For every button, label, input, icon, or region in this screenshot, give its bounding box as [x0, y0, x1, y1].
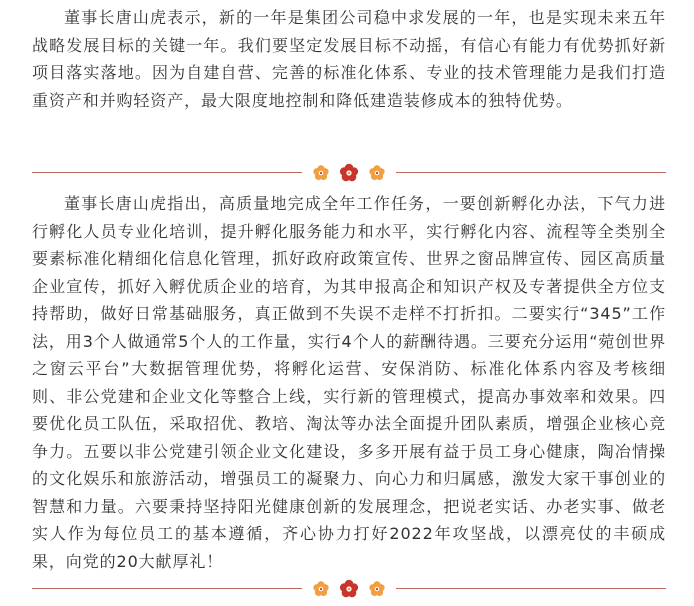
- flower-divider: [32, 162, 666, 184]
- divider-line-left: [32, 588, 302, 589]
- orange-flower-icon: [369, 581, 384, 596]
- orange-flower-icon: [313, 581, 328, 596]
- divider-line-right: [396, 588, 666, 589]
- divider-line-left: [32, 172, 302, 173]
- flower-divider: [32, 578, 666, 600]
- flower-group: [307, 162, 391, 184]
- flower-group: [307, 578, 391, 600]
- article-paragraph-1: 董事长唐山虎表示，新的一年是集团公司稳中求发展的一年，也是实现未来五年战略发展目标的关键一年。我们要坚定发展目标不动摇，有信心有能力有优势抓好新项目落实落地。因为自建自营、完善的标准化体系、专业的技术管理能力是我们打造重资产和并购轻资产，最大限度地控制和降低建造装修成本的独特优势。: [32, 8, 666, 110]
- divider-line-right: [396, 172, 666, 173]
- article-paragraph-2: 董事长唐山虎指出，高质量地完成全年工作任务，一要创新孵化办法，下气力进行孵化人员专业化培训，提升孵化服务能力和水平，实行孵化内容、流程等全类别全要素标准化精细化信息化管理，抓好政府政策宣传、世界之窗品牌宣传、园区高质量企业宣传，抓好入孵优质企业的培育，为其申报高企和知识产权及专著提供全方位支持帮助，做好日常基础服务，真正做到不失误不走样不打折扣。二要实行“345”工作法，用3个人做通常5个人的工作量，实行4个人的薪酬待遇。三要充分运用“菀创世界之窗云平台”大数据管理优势，将孵化运营、安保消防、标准化体系内容及考核细则、非公党建和企业文化等整合上线，实行新的管理模式，提高办事效率和效果。四要优化员工队伍，采取招优、教培、淘汰等办法全面提升团队素质，增强企业核心竞争力。五要以非公党建引领企业文化建设，多多开展有益于员工身心健康，陶冶情操的文化娱乐和旅游活动，增强员工的凝聚力、向心力和归属感，激发大家干事创业的智慧和力量。六要秉持坚持阳光健康创新的发展理念，把说老实话、办老实事、做老实人作为每位员工的基本遵循，齐心协力打好2022年攻坚战，以漂亮仗的丰硕成果，向党的20大献厚礼！: [32, 194, 666, 571]
- red-flower-icon: [340, 580, 358, 598]
- orange-flower-icon: [369, 165, 384, 180]
- orange-flower-icon: [313, 165, 328, 180]
- red-flower-icon: [340, 164, 358, 182]
